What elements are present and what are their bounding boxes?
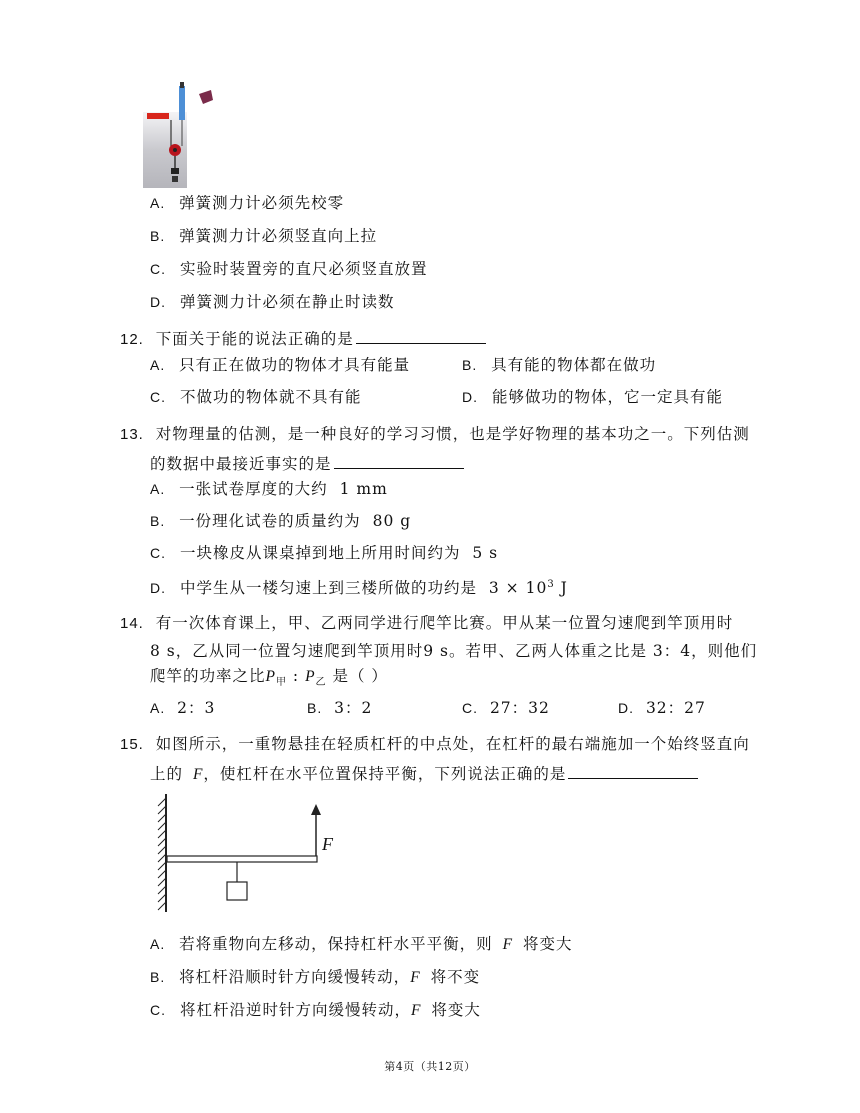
q14-stem-line2: 8 s，乙从同一位置匀速爬到竿顶用时9 s。若甲、乙两人体重之比是 3：4，则他们 bbox=[150, 642, 758, 660]
q14-option-d: D. 32：27 bbox=[618, 699, 706, 717]
answer-blank[interactable] bbox=[334, 453, 464, 469]
q15-stem-line1: 15. 如图所示，一重物悬挂在轻质杠杆的中点处，在杠杆的最右端施加一个始终竖直向 bbox=[120, 735, 750, 753]
q11-option-d: D. 弹簧测力计必须在静止时读数 bbox=[150, 293, 395, 311]
force-arrow-head bbox=[311, 804, 321, 815]
wall-hatching bbox=[158, 798, 166, 910]
q12-stem: 12. 下面关于能的说法正确的是 bbox=[120, 328, 486, 350]
q11-option-b: B. 弹簧测力计必须竖直向上拉 bbox=[150, 227, 378, 245]
page-footer: 第4页（共12页） bbox=[384, 1060, 476, 1073]
force-label: F bbox=[322, 834, 333, 854]
q14-stem-line3: 爬竿的功率之比$P_甲$ : $P_乙$ 是（ ） bbox=[150, 667, 388, 689]
q14-stem-line1: 14. 有一次体育课上，甲、乙两同学进行爬竿比赛。甲从某一位置匀速爬到竿顶用时 bbox=[120, 614, 734, 632]
q12-option-d: D. 能够做功的物体，它一定具有能 bbox=[462, 388, 723, 406]
lever-diagram bbox=[150, 788, 350, 918]
q15-option-a: A. 若将重物向左移动，保持杠杆水平平衡，则 F 将变大 bbox=[150, 935, 573, 953]
answer-blank[interactable] bbox=[568, 763, 698, 779]
weight-block bbox=[227, 882, 247, 900]
q12-option-c: C. 不做功的物体就不具有能 bbox=[150, 388, 362, 406]
q15-option-b: B. 将杠杆沿顺时针方向缓慢转动，F 将不变 bbox=[150, 968, 481, 986]
q13-option-a: A. 一张试卷厚度的大约 1 mm bbox=[150, 480, 388, 498]
q12-option-b: B. 具有能的物体都在做功 bbox=[462, 356, 657, 374]
q11-option-c: C. 实验时装置旁的直尺必须竖直放置 bbox=[150, 260, 428, 278]
pulley-experiment-photo bbox=[143, 80, 215, 188]
lever-bar bbox=[167, 856, 317, 862]
q13-stem-line1: 13. 对物理量的估测，是一种良好的学习习惯，也是学好物理的基本功之一。下列估测 bbox=[120, 425, 750, 443]
q14-option-b: B. 3：2 bbox=[307, 699, 373, 717]
q13-option-d: D. 中学生从一楼匀速上到三楼所做的功约是 $3 \times 10^3$ J bbox=[150, 579, 568, 598]
q13-option-b: B. 一份理化试卷的质量约为 80 g bbox=[150, 512, 412, 530]
answer-blank[interactable] bbox=[356, 328, 486, 344]
q12-option-a: A. 只有正在做功的物体才具有能量 bbox=[150, 356, 411, 374]
q15-stem-line2: 上的 F，使杠杆在水平位置保持平衡，下列说法正确的是 bbox=[150, 763, 698, 785]
q13-option-c: C. 一块橡皮从课桌掉到地上所用时间约为 5 s bbox=[150, 544, 499, 562]
q11-option-a: A. 弹簧测力计必须先校零 bbox=[150, 194, 345, 212]
q14-option-a: A. 2：3 bbox=[150, 699, 216, 717]
q13-stem-line2: 的数据中最接近事实的是 bbox=[150, 453, 464, 474]
q14-option-c: C. 27：32 bbox=[462, 699, 550, 717]
q15-option-c: C. 将杠杆沿逆时针方向缓慢转动，F 将变大 bbox=[150, 1001, 481, 1019]
